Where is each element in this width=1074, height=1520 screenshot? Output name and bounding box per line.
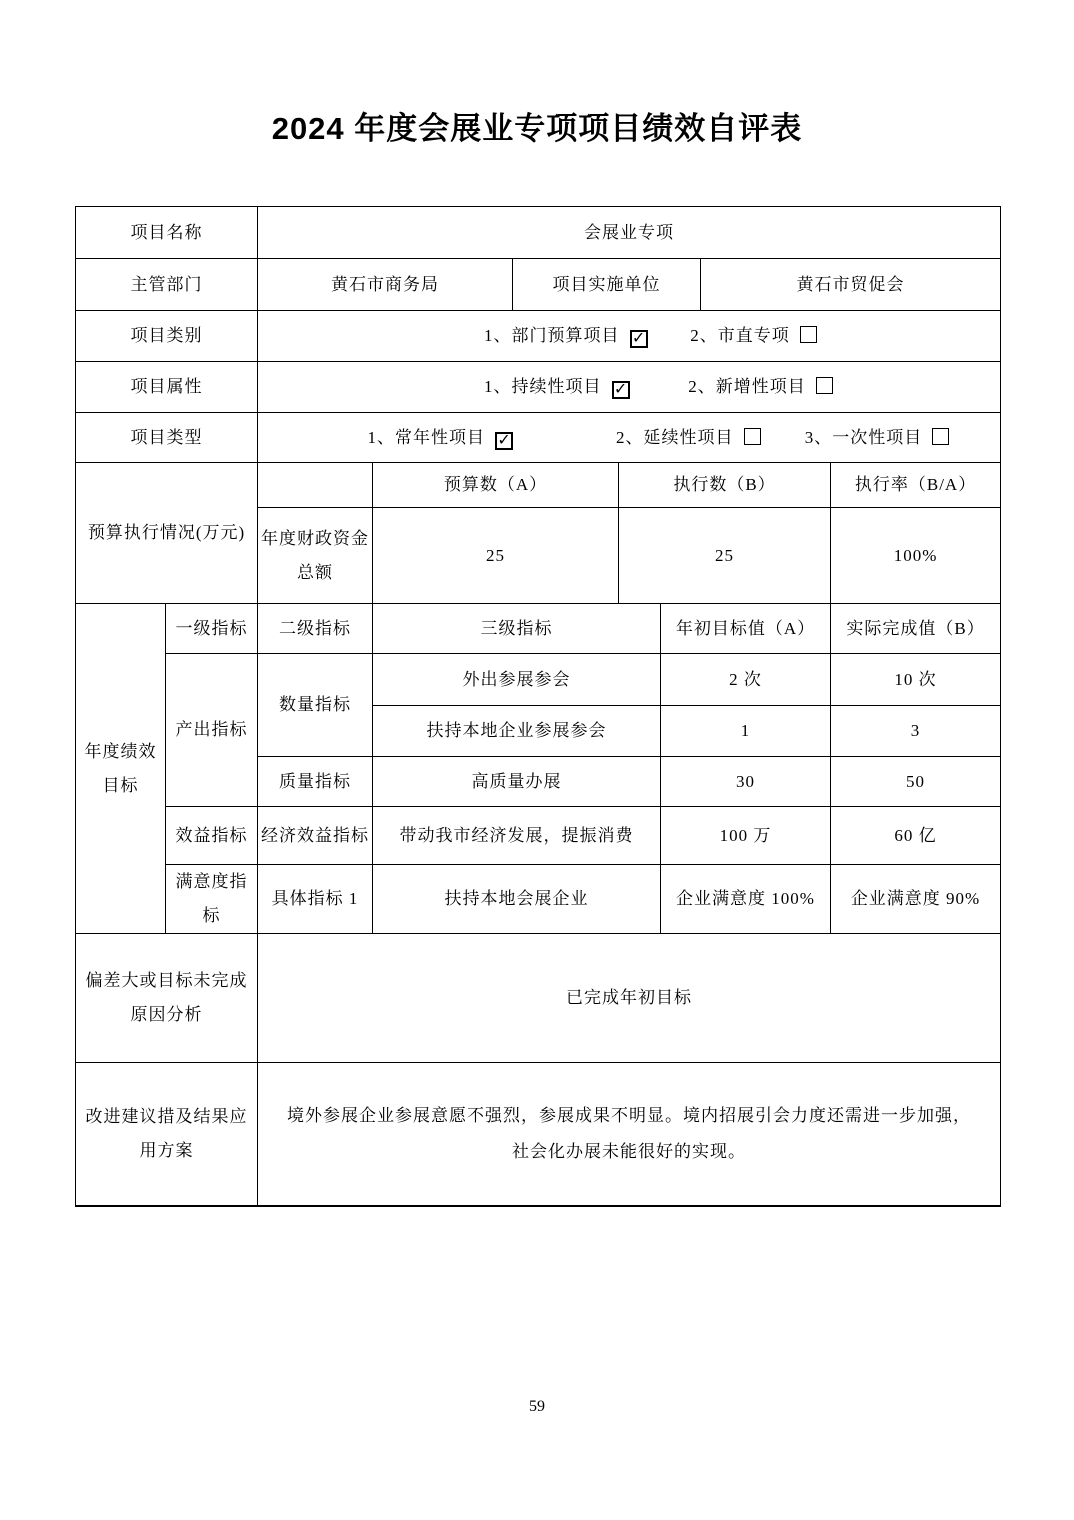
- budget-header-rate: 执行率（B/A）: [831, 463, 1001, 508]
- department-label: 主管部门: [76, 259, 258, 311]
- checkbox-icon: [800, 326, 817, 343]
- attribute-option-2: 2、新增性项目: [688, 370, 833, 404]
- improvement-label: 改进建议措及结果应用方案: [76, 1063, 258, 1206]
- indicator-actual: 50: [831, 757, 1001, 807]
- indicators-group-label: 年度绩效目标: [76, 604, 166, 934]
- department-value: 黄石市商务局: [258, 259, 513, 311]
- project-name-value: 会展业专项: [258, 207, 1001, 259]
- indicator-level1: 效益指标: [166, 807, 258, 865]
- indicators-header-level3: 三级指标: [373, 604, 661, 654]
- deviation-content: 已完成年初目标: [258, 934, 1001, 1063]
- indicator-level3: 扶持本地企业参展参会: [373, 706, 661, 757]
- table-row: [76, 865, 1001, 934]
- budget-empty-cell: [258, 463, 373, 508]
- indicator-actual: 企业满意度 90%: [831, 865, 1001, 934]
- checkbox-icon: [932, 428, 949, 445]
- indicator-level3: 带动我市经济发展，提振消费: [373, 807, 661, 865]
- indicator-actual: 60 亿: [831, 807, 1001, 865]
- table-row: [76, 259, 1001, 311]
- indicator-level1: 满意度指标: [166, 865, 258, 934]
- checkbox-icon: ✓: [612, 381, 630, 399]
- table-row: [76, 604, 1001, 654]
- type-label: 项目类型: [76, 413, 258, 463]
- table-row: [76, 934, 1001, 1063]
- table-row: [76, 362, 1001, 413]
- indicator-target: 企业满意度 100%: [661, 865, 831, 934]
- checkbox-icon: ✓: [630, 330, 648, 348]
- page-title: 2024 年度会展业专项项目绩效自评表: [271, 111, 803, 146]
- indicator-target: 100 万: [661, 807, 831, 865]
- implementing-unit-value: 黄石市贸促会: [701, 259, 1001, 311]
- indicator-level2: 数量指标: [258, 654, 373, 757]
- budget-value-b: 25: [619, 508, 831, 604]
- category-label: 项目类别: [76, 311, 258, 362]
- checkbox-icon: [744, 428, 761, 445]
- type-option-2: 2、延续性项目: [572, 421, 805, 455]
- indicator-level3: 高质量办展: [373, 757, 661, 807]
- attribute-label: 项目属性: [76, 362, 258, 413]
- indicator-actual: 3: [831, 706, 1001, 757]
- indicators-header-level1: 一级指标: [166, 604, 258, 654]
- indicator-level2: 具体指标 1: [258, 865, 373, 934]
- indicators-header-target: 年初目标值（A）: [661, 604, 831, 654]
- checkbox-icon: [816, 377, 833, 394]
- budget-section-label: 预算执行情况(万元): [76, 463, 258, 604]
- category-options: [258, 311, 1001, 362]
- project-name-label: 项目名称: [76, 207, 258, 259]
- table-row: [76, 207, 1001, 259]
- page-number: 59: [529, 1398, 545, 1415]
- indicator-level2: 质量指标: [258, 757, 373, 807]
- indicator-target: 2 次: [661, 654, 831, 706]
- indicator-target: 1: [661, 706, 831, 757]
- indicator-level3: 扶持本地会展企业: [373, 865, 661, 934]
- indicator-target: 30: [661, 757, 831, 807]
- budget-header-a: 预算数（A）: [373, 463, 619, 508]
- budget-value-a: 25: [373, 508, 619, 604]
- type-option-3: 3、一次性项目: [805, 421, 950, 455]
- implementing-unit-label: 项目实施单位: [513, 259, 701, 311]
- table-row: [76, 1063, 1001, 1206]
- deviation-label: 偏差大或目标未完成原因分析: [76, 934, 258, 1063]
- attribute-option-1: 1、持续性项目 ✓: [425, 370, 688, 404]
- table-row: [76, 807, 1001, 865]
- category-option-1: 1、部门预算项目 ✓: [441, 319, 690, 353]
- checkbox-icon: ✓: [495, 432, 513, 450]
- table-row: [76, 311, 1001, 362]
- self-evaluation-table: [75, 206, 1001, 1207]
- indicator-actual: 10 次: [831, 654, 1001, 706]
- type-options: [258, 413, 1001, 463]
- indicator-level1: 产出指标: [166, 654, 258, 807]
- budget-value-rate: 100%: [831, 508, 1001, 604]
- budget-header-b: 执行数（B）: [619, 463, 831, 508]
- indicators-header-level2: 二级指标: [258, 604, 373, 654]
- table-row: [76, 654, 1001, 706]
- table-row: [76, 463, 1001, 508]
- indicator-level2: 经济效益指标: [258, 807, 373, 865]
- category-option-2: 2、市直专项: [690, 319, 817, 353]
- indicator-level3: 外出参展参会: [373, 654, 661, 706]
- improvement-content: 境外参展企业参展意愿不强烈，参展成果不明显。境内招展引会力度还需进一步加强， 社会化办展未能很好的实现。: [258, 1063, 1001, 1206]
- type-option-1: 1、常年性项目 ✓: [309, 421, 572, 455]
- budget-sub-label: 年度财政资金总额: [258, 508, 373, 604]
- attribute-options: [258, 362, 1001, 413]
- table-row: [76, 413, 1001, 463]
- indicators-header-actual: 实际完成值（B）: [831, 604, 1001, 654]
